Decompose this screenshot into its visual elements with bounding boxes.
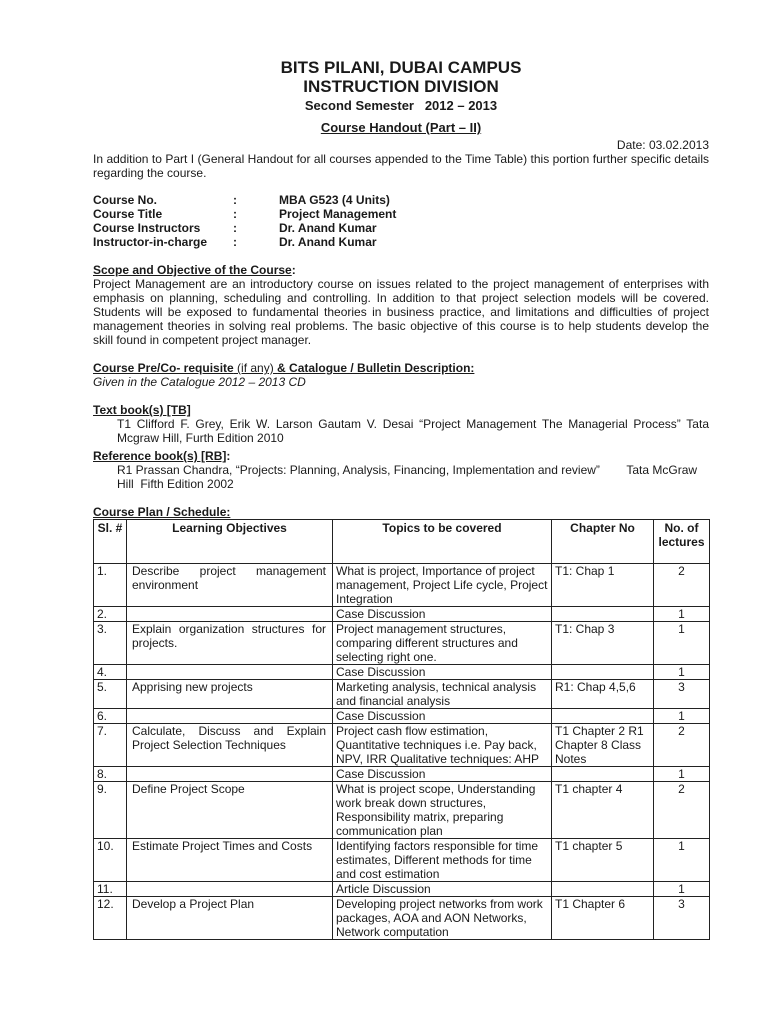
cell-sl: 12. — [94, 897, 127, 940]
cell-objective — [127, 709, 333, 724]
course-info-row — [93, 235, 709, 249]
header-objectives: Learning Objectives — [127, 520, 333, 564]
cell-sl: 8. — [94, 767, 127, 782]
institution-title: BITS PILANI, DUBAI CAMPUS — [280, 58, 522, 77]
cell-chapter — [552, 709, 654, 724]
cell-sl: 10. — [94, 839, 127, 882]
cell-chapter — [552, 882, 654, 897]
scope-text: Project Management are an introductory course on issues related to the project management of enterprises with emphasis on planning, scheduling and controlling. In addition to that project selection models will be covered. Students will be exposed to fundamental theories in business practice, and limitations and difficulties of project management theories in solving real problems. The basic objective of this course is to help students develop the skill found in competent project manager. — [93, 277, 709, 347]
cell-chapter: T1 chapter 4 — [552, 782, 654, 839]
cell-lectures: 2 — [654, 724, 710, 767]
prereq-section — [93, 361, 709, 389]
cell-objective: Define Project Scope — [127, 782, 333, 839]
cell-lectures: 1 — [654, 839, 710, 882]
course-info-value: Dr. Anand Kumar — [279, 235, 377, 249]
textbook-heading: Text book(s) [TB] — [93, 403, 191, 417]
reference-entry: R1 Prassan Chandra, “Projects: Planning, Analysis, Financing, Implementation and review” Tata McGraw Hill Fifth Edition 2002 — [117, 463, 701, 491]
scope-section — [93, 263, 709, 347]
handout-date: Date: 03.02.2013 — [616, 138, 709, 152]
textbook-section — [93, 403, 709, 445]
course-info-label: Course Title — [93, 207, 163, 221]
semester-title: Second Semester 2012 – 2013 — [304, 98, 498, 113]
prereq-title-c: & Catalogue / Bulletin Description: — [277, 361, 475, 375]
course-info-sep: : — [233, 235, 237, 249]
cell-sl: 9. — [94, 782, 127, 839]
cell-chapter: T1: Chap 1 — [552, 564, 654, 607]
cell-chapter — [552, 607, 654, 622]
cell-sl: 4. — [94, 665, 127, 680]
document-page — [93, 58, 709, 940]
intro-paragraph: In addition to Part I (General Handout for all courses appended to the Time Table) this portion further specific details regarding the course. — [93, 152, 709, 180]
cell-topics: Case Discussion — [333, 607, 552, 622]
header-chapter: Chapter No — [552, 520, 654, 564]
cell-objective: Apprising new projects — [127, 680, 333, 709]
course-info-sep: : — [233, 221, 237, 235]
cell-objective — [127, 767, 333, 782]
cell-chapter: T1 chapter 5 — [552, 839, 654, 882]
course-info-sep: : — [233, 193, 237, 207]
cell-lectures: 1 — [654, 607, 710, 622]
header-topics: Topics to be covered — [333, 520, 552, 564]
cell-objective: Develop a Project Plan — [127, 897, 333, 940]
course-info-sep: : — [233, 207, 237, 221]
cell-lectures: 1 — [654, 767, 710, 782]
table-row — [94, 564, 710, 607]
cell-lectures: 1 — [654, 665, 710, 680]
cell-topics: Case Discussion — [333, 709, 552, 724]
cell-topics: What is project, Importance of project management, Project Life cycle, Project Integration — [333, 564, 552, 607]
reference-title: Reference book(s) [RB] — [93, 449, 227, 463]
cell-sl: 7. — [94, 724, 127, 767]
course-info-label: Course No. — [93, 193, 158, 207]
cell-objective — [127, 882, 333, 897]
cell-objective — [127, 665, 333, 680]
cell-topics: Article Discussion — [333, 882, 552, 897]
cell-topics: Developing project networks from work packages, AOA and AON Networks, Network computation — [333, 897, 552, 940]
table-row — [94, 767, 710, 782]
table-row — [94, 622, 710, 665]
course-info — [93, 193, 709, 249]
reference-heading — [93, 449, 709, 463]
cell-lectures: 2 — [654, 564, 710, 607]
course-info-row — [93, 221, 709, 235]
table-row — [94, 882, 710, 897]
handout-title: Course Handout (Part – II) — [320, 120, 482, 135]
prereq-heading — [93, 361, 709, 375]
cell-sl: 2. — [94, 607, 127, 622]
scope-heading — [93, 263, 709, 277]
cell-lectures: 1 — [654, 882, 710, 897]
plan-section — [93, 505, 709, 940]
cell-objective: Describe project management environment — [127, 564, 333, 607]
division-title: INSTRUCTION DIVISION — [303, 77, 499, 96]
course-info-value: Dr. Anand Kumar — [279, 221, 377, 235]
cell-sl: 6. — [94, 709, 127, 724]
cell-topics: Case Discussion — [333, 767, 552, 782]
prereq-title-a: Course Pre/Co- requisite — [93, 361, 234, 375]
cell-objective: Calculate, Discuss and Explain Project Selection Techniques — [127, 724, 333, 767]
table-row — [94, 709, 710, 724]
table-row — [94, 607, 710, 622]
cell-lectures: 1 — [654, 709, 710, 724]
cell-topics: Marketing analysis, technical analysis and financial analysis — [333, 680, 552, 709]
course-info-row — [93, 193, 709, 207]
cell-topics: What is project scope, Understanding work break down structures, Responsibility matrix, preparing communication plan — [333, 782, 552, 839]
table-row — [94, 665, 710, 680]
table-row — [94, 897, 710, 940]
cell-objective: Estimate Project Times and Costs — [127, 839, 333, 882]
table-header-row — [94, 520, 710, 564]
scope-title: Scope and Objective of the Course — [93, 263, 292, 277]
reference-section — [93, 449, 709, 491]
cell-chapter: T1 Chapter 6 — [552, 897, 654, 940]
table-row — [94, 680, 710, 709]
cell-topics: Case Discussion — [333, 665, 552, 680]
cell-sl: 3. — [94, 622, 127, 665]
course-info-value: MBA G523 (4 Units) — [279, 193, 390, 207]
course-info-value: Project Management — [279, 207, 397, 221]
cell-sl: 5. — [94, 680, 127, 709]
plan-heading: Course Plan / Schedule: — [93, 505, 231, 519]
cell-objective — [127, 607, 333, 622]
course-info-row — [93, 207, 709, 221]
cell-chapter: T1: Chap 3 — [552, 622, 654, 665]
course-plan-table — [93, 519, 710, 940]
cell-topics: Identifying factors responsible for time estimates, Different methods for time and cost estimation — [333, 839, 552, 882]
cell-sl: 1. — [94, 564, 127, 607]
table-body — [94, 564, 710, 940]
cell-lectures: 2 — [654, 782, 710, 839]
cell-topics: Project management structures, comparing different structures and selecting right one. — [333, 622, 552, 665]
scope-colon: : — [291, 263, 296, 277]
textbook-entry: T1 Clifford F. Grey, Erik W. Larson Gautam V. Desai “Project Management The Managerial Process” Tata Mcgraw Hill, Furth Edition 2010 — [117, 417, 709, 445]
cell-lectures: 1 — [654, 622, 710, 665]
reference-colon: : — [226, 449, 231, 463]
cell-topics: Project cash flow estimation, Quantitative techniques i.e. Pay back, NPV, IRR Qualitative techniques: AHP — [333, 724, 552, 767]
cell-chapter: T1 Chapter 2 R1 Chapter 8 Class Notes — [552, 724, 654, 767]
prereq-title-b: (if any) — [233, 361, 278, 375]
table-row — [94, 724, 710, 767]
table-row — [94, 782, 710, 839]
cell-chapter — [552, 665, 654, 680]
cell-lectures: 3 — [654, 680, 710, 709]
header-sl: Sl. # — [94, 520, 127, 564]
cell-chapter: R1: Chap 4,5,6 — [552, 680, 654, 709]
header-lectures: No. of lectures — [654, 520, 710, 564]
course-info-label: Instructor-in-charge — [93, 235, 208, 249]
cell-sl: 11. — [94, 882, 127, 897]
course-info-label: Course Instructors — [93, 221, 201, 235]
cell-lectures: 3 — [654, 897, 710, 940]
cell-objective: Explain organization structures for projects. — [127, 622, 333, 665]
table-row — [94, 839, 710, 882]
prereq-text: Given in the Catalogue 2012 – 2013 CD — [93, 375, 306, 389]
cell-chapter — [552, 767, 654, 782]
